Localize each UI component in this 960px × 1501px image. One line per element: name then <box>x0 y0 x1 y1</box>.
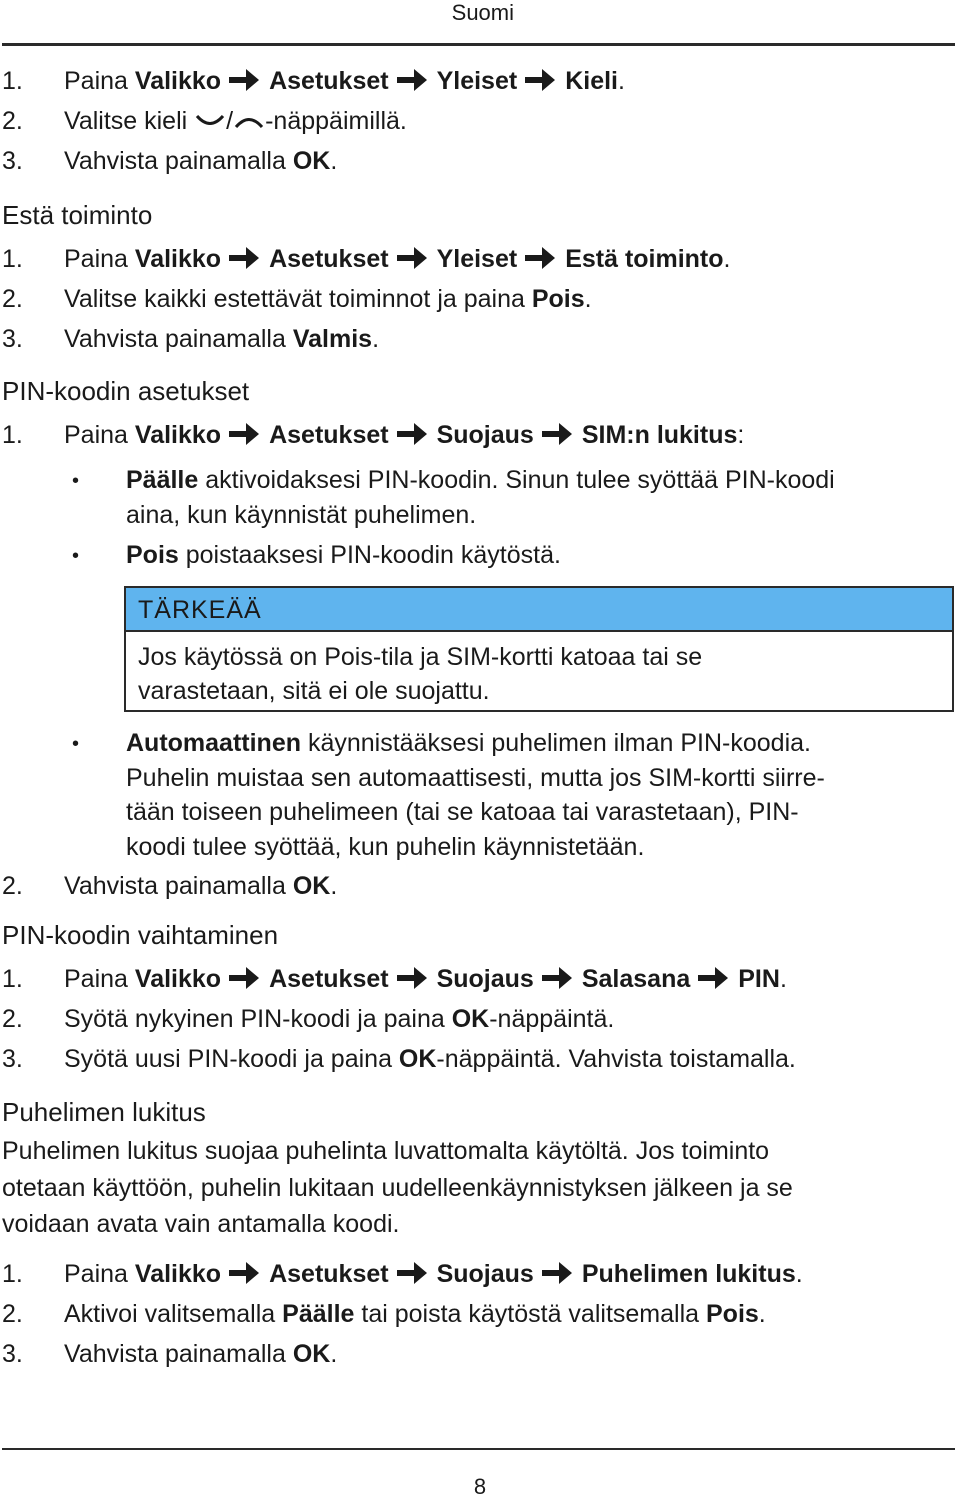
bullet-item: Automaattinen käynnistääksesi puhelimen ilman PIN-koodia. <box>126 729 811 757</box>
step-line: 2. Syötä nykyinen PIN-koodi ja paina OK-näppäintä. <box>2 1005 615 1033</box>
important-note <box>124 586 954 712</box>
paragraph-line: Puhelimen lukitus suojaa puhelinta luvattomalta käytöltä. Jos toiminto <box>2 1137 770 1165</box>
step-line: 1. Paina Valikko Asetukset Suojaus SIM:n lukitus: <box>2 421 745 449</box>
arrow-right-icon <box>698 965 728 991</box>
header-divider <box>2 43 955 46</box>
arrow-right-icon <box>542 1260 572 1286</box>
section-heading: PIN-koodin vaihtaminen <box>2 920 279 950</box>
step-line: 3. Vahvista painamalla Valmis. <box>2 325 380 353</box>
step-line: 1. Paina Valikko Asetukset Suojaus Salasana PIN. <box>2 965 787 993</box>
arrow-right-icon <box>542 421 572 447</box>
down-key-icon <box>194 111 226 131</box>
paragraph-line: voidaan avata vain antamalla koodi. <box>2 1210 400 1238</box>
arrow-right-icon <box>397 965 427 991</box>
footer-divider <box>2 1448 955 1450</box>
arrow-right-icon <box>397 245 427 271</box>
bullet-item-continued: aina, kun käynnistät puhelimen. <box>126 501 477 529</box>
arrow-right-icon <box>525 245 555 271</box>
step-line: 3. Vahvista painamalla OK. <box>2 1340 338 1368</box>
step-line: 1. Paina Valikko Asetukset Yleiset Kieli. <box>2 67 625 95</box>
bullet-icon: • <box>72 733 80 755</box>
up-key-icon <box>233 111 265 131</box>
note-body: Jos käytössä on Pois-tila ja SIM-kortti katoaa tai se varastetaan, sitä ei ole suojattu. <box>138 643 703 705</box>
note-title: TÄRKEÄÄ <box>126 588 952 632</box>
bullet-icon: • <box>72 545 80 567</box>
arrow-right-icon <box>397 67 427 93</box>
arrow-right-icon <box>397 1260 427 1286</box>
arrow-right-icon <box>229 965 259 991</box>
step-line: 1. Paina Valikko Asetukset Suojaus Puhelimen lukitus. <box>2 1260 803 1288</box>
paragraph-line: otetaan käyttöön, puhelin lukitaan uudelleenkäynnistyksen jälkeen ja se <box>2 1174 793 1202</box>
step-line: 2. Aktivoi valitsemalla Päälle tai poista käytöstä valitsemalla Pois. <box>2 1300 766 1328</box>
arrow-right-icon <box>542 965 572 991</box>
section-heading: Puhelimen lukitus <box>2 1097 206 1127</box>
step-line: 1. Paina Valikko Asetukset Yleiset Estä toiminto. <box>2 245 731 273</box>
bullet-item: Päälle aktivoidaksesi PIN-koodin. Sinun tulee syöttää PIN-koodi <box>126 466 835 494</box>
bullet-item-continued: tään toiseen puhelimeen (tai se katoaa tai varastetaan), PIN- <box>126 798 799 826</box>
bullet-item: Pois poistaaksesi PIN-koodin käytöstä. <box>126 541 561 569</box>
arrow-right-icon <box>229 245 259 271</box>
section-heading: PIN-koodin asetukset <box>2 376 250 406</box>
section-heading: Estä toiminto <box>2 200 153 230</box>
step-line: 3. Syötä uusi PIN-koodi ja paina OK-näppäintä. Vahvista toistamalla. <box>2 1045 796 1073</box>
header-language: Suomi <box>451 0 514 25</box>
bullet-icon: • <box>72 470 80 492</box>
bullet-item-continued: Puhelin muistaa sen automaattisesti, mutta jos SIM-kortti siirre- <box>126 764 825 792</box>
arrow-right-icon <box>525 67 555 93</box>
arrow-right-icon <box>229 67 259 93</box>
arrow-right-icon <box>229 421 259 447</box>
step-line: 2. Valitse kaikki estettävät toiminnot ja paina Pois. <box>2 285 592 313</box>
bullet-item-continued: koodi tulee syöttää, kun puhelin käynnistetään. <box>126 833 645 861</box>
page-number: 8 <box>473 1474 487 1499</box>
arrow-right-icon <box>397 421 427 447</box>
step-line: 2. Vahvista painamalla OK. <box>2 872 338 900</box>
arrow-right-icon <box>229 1260 259 1286</box>
step-line: 3. Vahvista painamalla OK. <box>2 147 338 175</box>
step-line: 2. Valitse kieli / -näppäimillä. <box>2 107 407 135</box>
